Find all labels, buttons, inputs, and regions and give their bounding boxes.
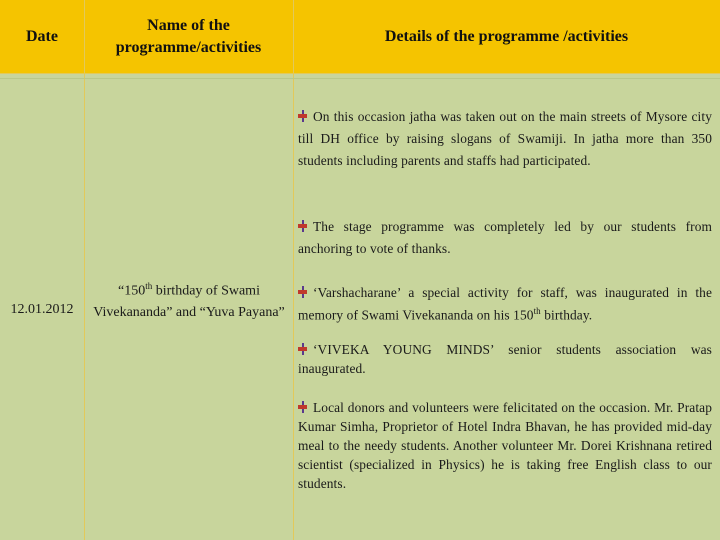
detail-text-1: On this occasion jatha was taken out on the main streets of Mysore city till DH office by raising slogans of Swamiji. In jatha more than 350 students including parents and staffs had participated. bbox=[298, 109, 712, 168]
detail-text-4: ‘VIVEKA YOUNG MINDS’ senior students association was inaugurated. bbox=[298, 342, 712, 376]
detail-paragraph-3 bbox=[298, 283, 712, 324]
header-programme bbox=[84, 0, 293, 73]
programme-text-part1: “150 bbox=[118, 283, 146, 299]
detail-paragraph-1 bbox=[298, 106, 712, 172]
detail-text-3a: ‘Varshacharane’ a special activity for staff, was inaugurated in the memory of Swami Vivekananda on his 150 bbox=[298, 285, 712, 323]
bullet-icon bbox=[298, 286, 307, 298]
bullet-icon bbox=[298, 343, 307, 355]
header-date: Date bbox=[26, 27, 58, 45]
detail-text-3b: birthday. bbox=[540, 307, 593, 323]
detail-text-2: The stage programme was completely led by our students from anchoring to vote of thanks. bbox=[298, 219, 712, 256]
header-details: Details of the programme /activities bbox=[384, 27, 629, 45]
header-divider bbox=[0, 78, 720, 79]
detail-paragraph-4 bbox=[298, 340, 712, 378]
bullet-icon bbox=[298, 110, 307, 122]
header-programme-line1: Name of the bbox=[147, 16, 230, 34]
row-date: 12.01.2012 bbox=[10, 302, 74, 317]
detail-paragraph-5 bbox=[298, 398, 712, 493]
programme-text-part2: birthday of Swami Vivekananda” and “Yuva Payana” bbox=[93, 283, 285, 320]
detail-text-5: Local donors and volunteers were felicitated on the occasion. Mr. Pratap Kumar Simha, Proprietor of Hotel Indra Bhavan, he has provided mid-day meal to the needy students. Another volunteer Mr. Dorei Krishnana retired scientist (specialized in Physics) he is taking free English class to our students. bbox=[298, 400, 712, 491]
detail-superscript: th bbox=[533, 306, 541, 316]
programme-superscript: th bbox=[145, 281, 153, 291]
column-divider bbox=[84, 0, 85, 540]
column-divider bbox=[293, 0, 294, 540]
bullet-icon bbox=[298, 220, 307, 232]
detail-paragraph-2 bbox=[298, 216, 712, 260]
header-programme-line2: programme/activities bbox=[115, 38, 262, 56]
bullet-icon bbox=[298, 401, 307, 413]
header-divider bbox=[0, 73, 720, 74]
row-programme bbox=[90, 276, 288, 323]
